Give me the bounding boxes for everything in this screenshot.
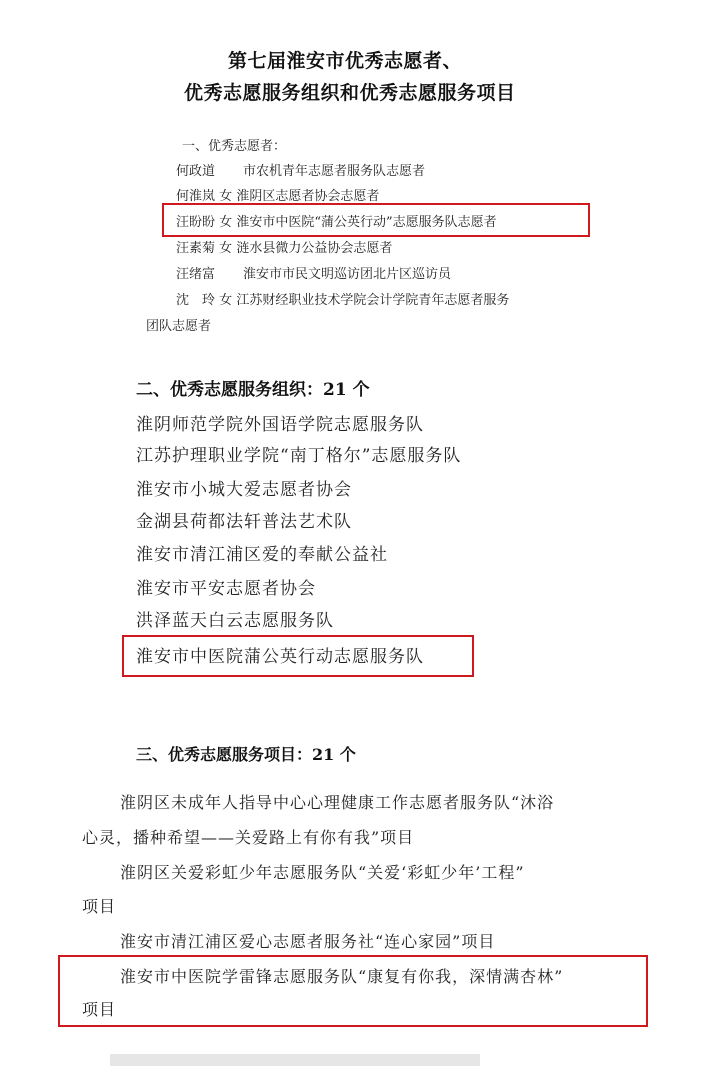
volunteer-name: 何淮岚	[176, 189, 216, 204]
org-item: 淮安市平安志愿者协会	[136, 579, 316, 599]
volunteer-name: 汪绪富	[176, 267, 216, 282]
org-item: 淮阴师范学院外国语学院志愿服务队	[136, 415, 424, 435]
project-line: 淮阴区关爱彩虹少年志愿服务队“关爱‘彩虹少年’工程”	[120, 863, 525, 882]
section2-heading: 二、优秀志愿服务组织：21 个	[136, 380, 370, 400]
highlight-box-organization	[122, 635, 474, 677]
org-item: 洪泽蓝天白云志愿服务队	[136, 611, 334, 631]
volunteer-desc: 涟水县微力公益协会志愿者	[236, 241, 393, 256]
document-title-line1: 第七届淮安市优秀志愿者、	[228, 50, 463, 72]
org-item: 金湖县荷都法轩普法艺术队	[136, 512, 352, 532]
project-line: 淮安市清江浦区爱心志愿者服务社“连心家园”项目	[120, 932, 496, 951]
volunteer-desc: 淮安市市民文明巡访团北片区巡访员	[243, 267, 452, 282]
volunteer-gender: 女	[219, 215, 233, 230]
org-item: 江苏护理职业学院“南丁格尔”志愿服务队	[136, 446, 462, 466]
volunteer-row-wrap: 团队志愿者	[146, 319, 212, 334]
volunteer-row	[176, 263, 451, 282]
org-item: 淮安市清江浦区爱的奉献公益社	[136, 545, 388, 565]
volunteer-desc: 淮阴区志愿者协会志愿者	[236, 189, 380, 204]
volunteer-name: 汪素菊	[176, 241, 216, 256]
document-title-line2: 优秀志愿服务组织和优秀志愿服务项目	[184, 82, 516, 104]
volunteer-name: 汪盼盼	[176, 215, 216, 230]
project-line: 心灵，播种希望——关爱路上有你有我”项目	[82, 828, 415, 847]
section1-heading: 一、优秀志愿者：	[182, 139, 287, 154]
volunteer-gender: 女	[219, 241, 233, 256]
volunteer-row	[176, 289, 509, 308]
volunteer-desc: 市农机青年志愿者服务队志愿者	[243, 164, 426, 179]
project-line: 淮阴区未成年人指导中心心理健康工作志愿者服务队“沐浴	[120, 793, 555, 812]
section3-heading: 三、优秀志愿服务项目：21 个	[136, 745, 356, 764]
cropped-text-line	[110, 1054, 480, 1066]
volunteer-gender: 女	[219, 189, 233, 204]
volunteer-name: 沈 玲	[176, 293, 216, 308]
volunteer-name: 何政道	[176, 164, 216, 179]
volunteer-row	[176, 160, 425, 179]
volunteer-row	[176, 237, 392, 256]
org-item: 淮安市中医院蒲公英行动志愿服务队	[136, 647, 424, 667]
volunteer-desc: 淮安市中医院“蒲公英行动”志愿服务队志愿者	[236, 215, 497, 230]
project-line: 淮安市中医院学雷锋志愿服务队“康复有你我，深情满杏林”	[120, 967, 564, 986]
project-line: 项目	[82, 1000, 117, 1019]
project-line: 项目	[82, 897, 117, 916]
highlight-box-project	[58, 955, 648, 1027]
volunteer-desc: 江苏财经职业技术学院会计学院青年志愿者服务	[236, 293, 510, 308]
volunteer-gender: 女	[219, 293, 233, 308]
volunteer-row	[176, 185, 379, 204]
highlight-box-volunteer	[162, 203, 590, 237]
org-item: 淮安市小城大爱志愿者协会	[136, 480, 352, 500]
